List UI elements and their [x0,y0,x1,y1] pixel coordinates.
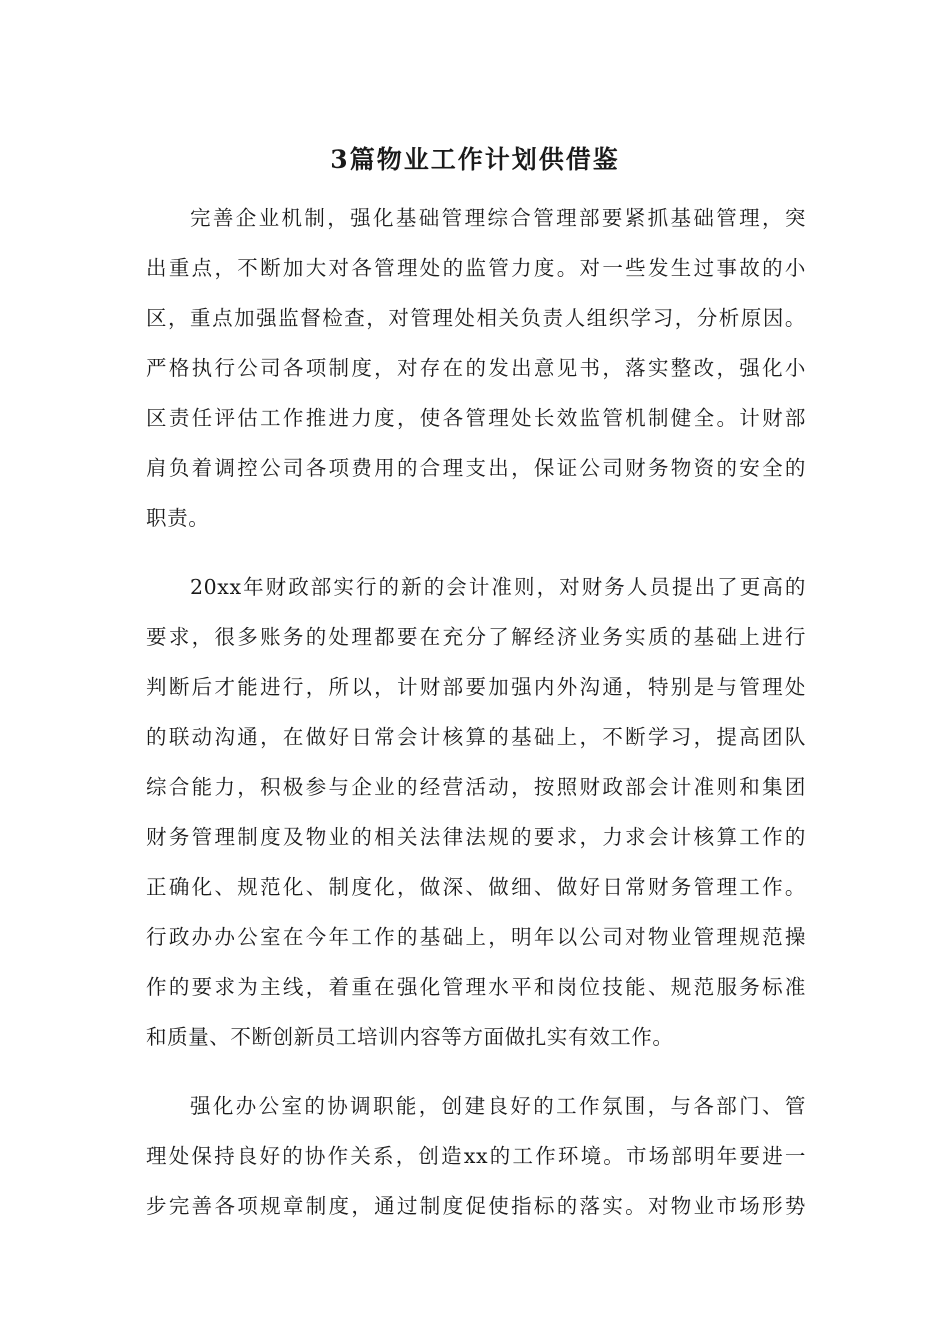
text-line: 综合能力，积极参与企业的经营活动，按照财政部会计准则和集团 [146,775,806,799]
text-line: 的联动沟通，在做好日常会计核算的基础上，不断学习，提高团队 [146,725,806,749]
text-line: 判断后才能进行，所以，计财部要加强内外沟通，特别是与管理处 [146,675,806,699]
text-line: 和质量、不断创新员工培训内容等方面做扎实有效工作。 [146,1025,674,1049]
text-line: 完善企业机制，强化基础管理综合管理部要紧抓基础管理，突 [190,206,806,230]
paragraph-2 [146,562,806,1062]
text-line: 20xx年财政部实行的新的会计准则，对财务人员提出了更高的 [190,575,806,599]
text-line: 职责。 [146,506,210,530]
paragraph-3 [146,1081,806,1231]
text-line: 要求，很多账务的处理都要在充分了解经济业务实质的基础上进行 [146,625,806,649]
text-line: 强化办公室的协调职能，创建良好的工作氛围，与各部门、管 [190,1094,806,1118]
text-line: 行政办办公室在今年工作的基础上，明年以公司对物业管理规范操 [146,925,806,949]
text-line: 作的要求为主线，着重在强化管理水平和岗位技能、规范服务标准 [146,975,806,999]
text-line: 步完善各项规章制度，通过制度促使指标的落实。对物业市场形势 [146,1194,806,1218]
paragraph-1 [146,193,806,543]
document-body [146,193,806,1250]
text-line: 严格执行公司各项制度，对存在的发出意见书，落实整改，强化小 [146,356,806,380]
text-line: 正确化、规范化、制度化，做深、做细、做好日常财务管理工作。 [146,875,806,899]
text-line: 区，重点加强监督检查，对管理处相关负责人组织学习，分析原因。 [146,306,806,330]
text-line: 出重点，不断加大对各管理处的监管力度。对一些发生过事故的小 [146,256,806,280]
text-line: 区责任评估工作推进力度，使各管理处长效监管机制健全。计财部 [146,406,806,430]
text-line: 财务管理制度及物业的相关法律法规的要求，力求会计核算工作的 [146,825,806,849]
text-line: 理处保持良好的协作关系，创造xx的工作环境。市场部明年要进一 [146,1144,806,1168]
text-line: 肩负着调控公司各项费用的合理支出，保证公司财务物资的安全的 [146,456,806,480]
document-title: 3篇物业工作计划供借鉴 [330,145,620,174]
